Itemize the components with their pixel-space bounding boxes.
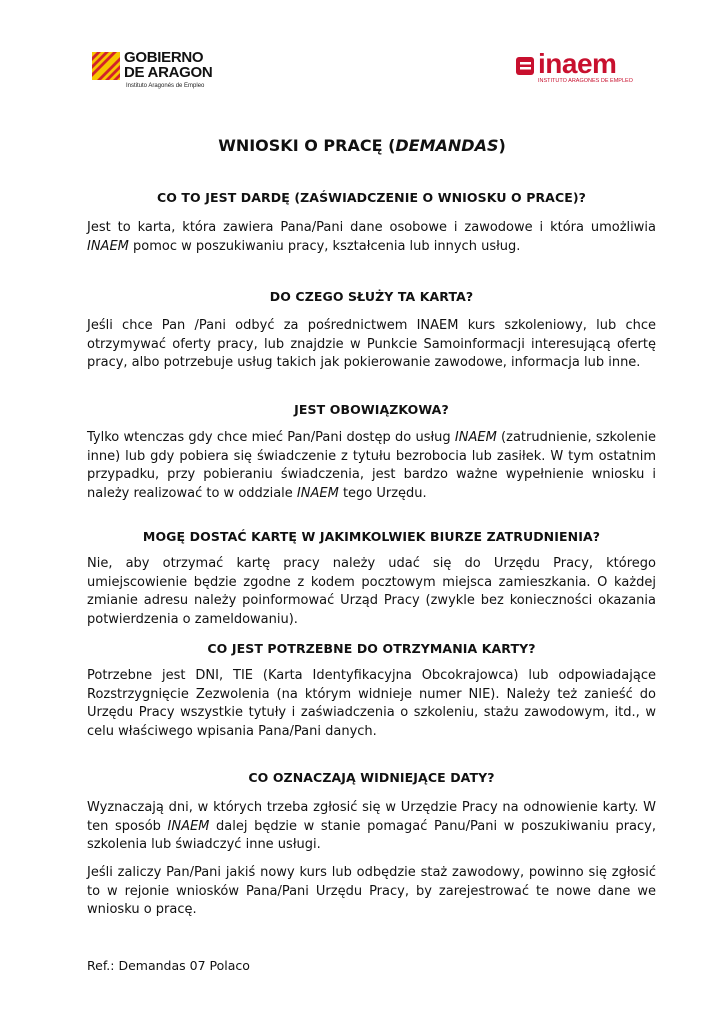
title-italic: DEMANDAS [395, 136, 499, 155]
section-heading-what-is: CO TO JEST DARDĘ (ZAŚWIADCZENIE O WNIOSKU O PRACE)? [156, 190, 587, 205]
para-text: Wyznaczają dni, w których trzeba zgłosić się w Urzędzie Pracy na odnowienie karty. W ten sposób [87, 800, 656, 834]
para-text: Jeśli zaliczy Pan/Pani jakiś nowy kurs lub odbędzie staż zawodowy, powinno się zgłosić to w rejonie wniosków Pana/Pani Urzędu Pracy, by zarejestrować te nowe dane we wniosku o pracę. [87, 865, 656, 918]
section-heading-dates: CO OZNACZAJĄ WIDNIEJĄCE DATY? [248, 770, 495, 785]
page-title [0, 136, 724, 155]
section-heading-any-office: MOGĘ DOSTAĆ KARTĘ W JAKIMKOLWIEK BIURZE ZATRUDNIENIA? [142, 529, 601, 544]
para-text: tego Urzędu. [338, 485, 427, 501]
aragon-logo-subtitle: Instituto Aragonés de Empleo [126, 83, 205, 89]
section-paragraph-any-office [87, 555, 656, 629]
para-text: (zatrudnienie, szkolenie inne) lub gdy pobiera się świadczenie z tytułu bezrobocia lub zasiłek. W tym ostatnim przypadku, przy pobieraniu świadczenia, jest bardzo ważne wypełnienie wniosku i należy realizować to w oddziale [87, 430, 657, 501]
para-text: Jeśli chce Pan /Pani odbyć za pośrednictwem INAEM kurs szkoleniowy, lub chce otrzymywać oferty pracy, lub znajdzie w Punkcie Samoinformacji interesującą ofertę pracy, albo potrzebuje usług takich jak pokierowanie zawodowe, informacja lub inne. [87, 318, 656, 371]
inaem-logo-word: inaem [538, 48, 617, 79]
para-italic-inaem: INAEM [167, 818, 210, 834]
gobierno-de-aragon-logo [92, 50, 242, 98]
para-italic-inaem: INAEM [296, 485, 339, 501]
section-paragraph-dates-2 [87, 864, 656, 920]
para-italic-inaem: INAEM [87, 238, 129, 254]
aragon-logo-text [124, 50, 212, 80]
para-text: pomoc w poszukiwaniu pracy, kształcenia lub innych usług. [128, 238, 521, 254]
aragon-logo-line1: GOBIERNO [124, 49, 204, 66]
inaem-e-icon [516, 55, 536, 77]
section-heading-purpose: DO CZEGO SŁUŻY TA KARTA? [269, 289, 474, 304]
section-paragraph-purpose [87, 317, 656, 373]
document-reference-footer: Ref.: Demandas 07 Polaco [87, 958, 250, 973]
section-heading-requirements: CO JEST POTRZEBNE DO OTRZYMANIA KARTY? [207, 641, 536, 656]
section-paragraph-requirements [87, 667, 656, 741]
section-paragraph-what-is [87, 219, 656, 256]
inaem-logo-subtitle: INSTITUTO ARAGONES DE EMPLEO [538, 78, 633, 84]
section-paragraph-dates-1 [87, 799, 656, 855]
para-text: Tylko wtenczas gdy chce mieć Pan/Pani dostęp do usług [87, 430, 455, 445]
title-main: WNIOSKI O PRACĘ ( [218, 136, 396, 155]
para-text: Potrzebne jest DNI, TIE (Karta Identyfikacyjna Obcokrajowca) lub odpowiadające Rozstrzygnięcie Zezwolenia (na którym widnieje numer NIE). Należy też zanieść do Urzędu Pracy wszystkie tytuły i zaświadczenia o szkoleniu, stażu zawodowym, itd., w celu właściwego wpisania Pana/Pani danych. [87, 668, 656, 739]
title-close: ) [498, 136, 506, 155]
para-text: Nie, aby otrzymać kartę pracy należy udać się do Urzędu Pracy, którego umiejscowienie będzie zgodne z kodem pocztowym miejsca zamieszkania. O każdej zmianie adresu należy poinformować Urząd Pracy (zwykle bez konieczności okazania potwierdzenia o zameldowaniu). [87, 556, 656, 627]
section-paragraph-mandatory [87, 429, 656, 503]
para-text: Jest to karta, która zawiera Pana/Pani dane osobowe i zawodowe i która umożliwia [87, 220, 656, 235]
section-heading-mandatory: JEST OBOWIĄZKOWA? [294, 402, 449, 417]
aragon-flag-icon [92, 52, 120, 80]
para-italic-inaem: INAEM [454, 430, 497, 445]
inaem-logo [516, 48, 656, 87]
aragon-logo-line2: DE ARAGON [124, 64, 213, 81]
para-text: dalej będzie w stanie pomagać Panu/Pani w poszukiwaniu pracy, szkolenia lub świadczyć inne usługi. [87, 818, 656, 853]
